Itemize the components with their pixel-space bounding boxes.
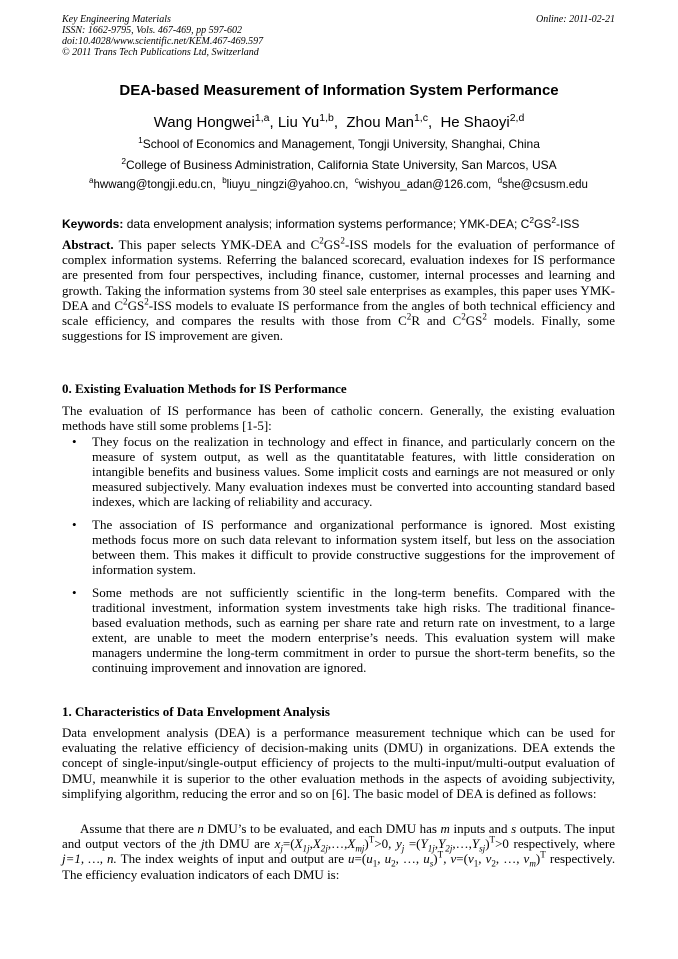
email-link[interactable]: liuyu_ningzi@yahoo.cn, <box>226 179 349 191</box>
list-item: • They focus on the realization in technology and effect in finance, and particularly concern on the measure of system output, as well as the quantitatable features, with little consideration on intangible benefits and business values. Some implicit costs and earnings are not measured or only measured subjectively. Many evaluation indexes must be converted into accounting standard based indexes, which are lacking of reliability and accuracy. <box>72 434 615 509</box>
abstract: Abstract. This paper selects YMK-DEA and $C^2GS^2$-ISS models for the evaluation of performance of complex information systems. Referring the balanced scorecard, evaluation indexes for IS performance are presented from four perspectives, including finance, customer, internal processes and learning and growth. Taking the information systems from 30 steel sale enterprises as examples, this paper uses YMK-DEA and $C^2GS^2$-ISS models to evaluate IS performance from the angles of both technical efficiency and scale efficiency, and compares the results with those from $C^2R$ and $C^2GS^2$ models. Finally, some suggestions for IS improvement are given. <box>62 235 615 344</box>
section-1-para-1: Data envelopment analysis (DEA) is a performance measurement technique which can be used for evaluating the relative efficiency of decision-making units (DMU) in organizations. DEA extends the concept of single-input/single-output efficiency of projects to the multi-input/multi-output evaluation of DMU, meanwhile it is superior to the other evaluation methods in the aspects of avoiding subjectivity, simplifying algorithm, reducing the error and so on [6]. The basic model of DEA is defined as follows: <box>62 725 615 801</box>
bullet-icon: • <box>72 434 77 449</box>
keywords-label: Keywords: <box>62 217 124 231</box>
affiliation-1: $^1$School of Economics and Management, Tongji University, Shanghai, China <box>138 135 540 151</box>
list-item: • The association of IS performance and organizational performance is ignored. Most existing methods focus more on such data relevant to information system itself, but less on the association between them. This makes it difficult to provide constructive suggestions for the improvement of information system. <box>72 517 615 577</box>
email-link[interactable]: she@csusm.edu <box>502 179 588 191</box>
journal-doi: doi:10.4028/www.scientific.net/KEM.467-469.597 <box>62 36 264 47</box>
author-affil-sup: 1,c <box>413 112 428 124</box>
author-name: Zhou Man <box>346 114 414 131</box>
journal-issn: ISSN: 1662-9795, Vols. 467-469, pp 597-602 <box>62 25 242 36</box>
author-affil-sup: 1,a <box>254 112 270 124</box>
section-0-heading: 0. Existing Evaluation Methods for IS Performance <box>62 381 347 396</box>
journal-name: Key Engineering Materials <box>62 14 171 25</box>
keywords: Keywords: data envelopment analysis; information systems performance; YMK-DEA; $C^2GS^2$-ISS <box>62 215 580 231</box>
abstract-label: Abstract. <box>62 237 114 252</box>
list-item: • Some methods are not sufficiently scientific in the long-term benefits. Compared with the traditional investment, information system investments take high risks. The traditional finance-based evaluation methods, such as earning per share rate and return rate on investment, to a large extent, are unable to meet the modern enterprise’s needs. This evaluation system will make managers undermine the long-term commitment in order to pursue the short-term benefits, so the continuing improvement and innovation are ignored. <box>72 585 615 675</box>
bullet-icon: • <box>72 517 77 532</box>
author-affil-sup: 1,b <box>319 112 334 124</box>
journal-copyright: © 2011 Trans Tech Publications Ltd, Switzerland <box>62 47 259 58</box>
affiliation-2: $^2$College of Business Administration, California State University, San Marcos, USA <box>121 156 557 172</box>
input-weight-vector: $v=(v_1$, $v_2$, …, $v_m)^T$ <box>450 850 546 869</box>
email-list: $^a$hwwang@tongji.edu.cn, $^b$liuyu_ningzi@yahoo.cn, $^c$wishyou_adan@126.com, $^d$she@csusm.edu <box>89 176 588 191</box>
bullet-icon: • <box>72 585 77 600</box>
problem-bullet-list <box>62 434 615 683</box>
author-name: Wang Hongwei <box>153 114 255 131</box>
input-vector: $x_j=(X_{1j},X_{2j},\dots,X_{mj})^T>0$, <box>274 834 392 854</box>
output-vector: $y_j$ $=(Y_{1j},Y_{2j},\dots,Y_{sj})^T>0$ <box>395 834 509 854</box>
email-link[interactable]: hwwang@tongji.edu.cn, <box>93 179 216 191</box>
author-name: He Shaoyi <box>440 114 510 131</box>
online-date: Online: 2011-02-21 <box>536 14 615 25</box>
paper-title: DEA-based Measurement of Information System Performance <box>119 82 559 99</box>
author-list: Wang Hongwei$^{1,a}$, Liu Yu$^{1,b}$, Zhou Man$^{1,c}$, He Shaoyi$^{2,d}$ <box>153 112 525 131</box>
journal-header <box>62 14 615 58</box>
section-1-heading: 1. Characteristics of Data Envelopment Analysis <box>62 704 330 719</box>
section-0-intro: The evaluation of IS performance has been of catholic concern. Generally, the existing evaluation methods have still some problems [1-5]: <box>62 403 615 434</box>
output-weight-vector: $u=(u_1$, $u_2$, …, $u_s)^T$, <box>348 850 447 869</box>
section-1-para-2: Assume that there are n DMU’s to be evaluated, and each DMU has m inputs and s outputs. The input and output vectors of the jth DMU are $x_j=(X_{1j},X_{2j},\dots,X_{mj})^T>0$, $y_j$ $=(Y_{1j},Y_{2j},\dots,Y_{sj})^T>0$ respectively, where j=1, …, n. The index weights of input and output are $u=(u_1$, $u_2$, …, $u_s)^T$, $v=(v_1$, $v_2$, …, $v_m)^T$ respectively. The efficiency evaluation indicators of each DMU is: <box>62 821 616 882</box>
email-link[interactable]: wishyou_adan@126.com, <box>358 179 492 191</box>
author-affil-sup: 2,d <box>509 112 525 124</box>
author-name: Liu Yu <box>277 114 320 131</box>
